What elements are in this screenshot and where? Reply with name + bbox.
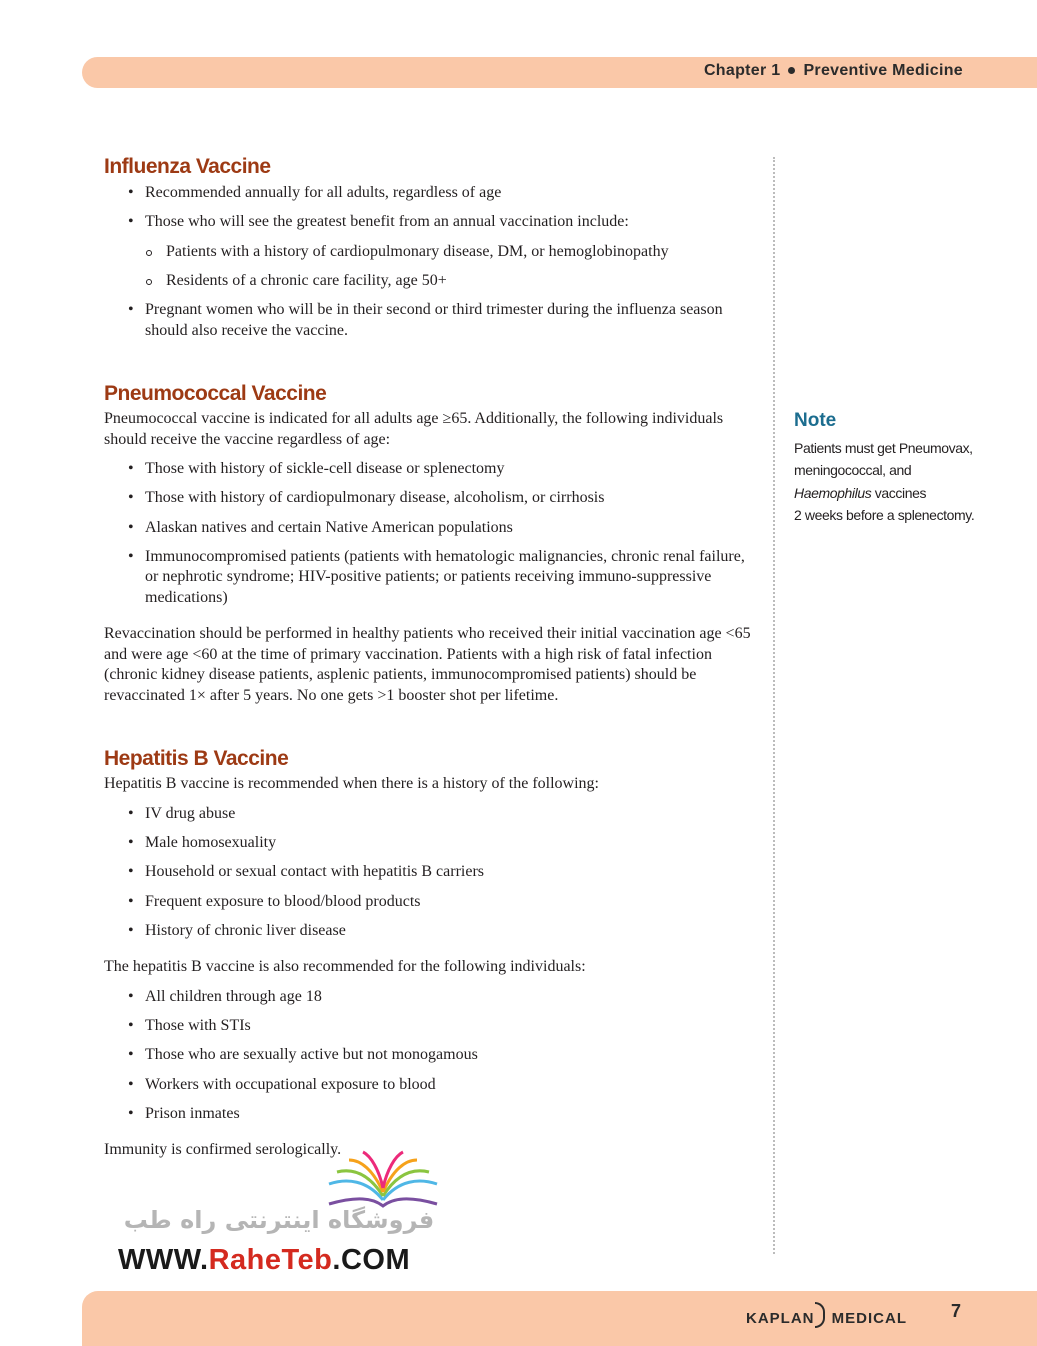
pneumococcal-section xyxy=(104,379,759,706)
list-item: • Immunocompromised patients (patients with hematologic malignancies, chronic renal failure, or nephrotic syndrome; HIV-positive patients; or patients receiving immuno-suppressive medications) xyxy=(104,547,759,609)
chapter-label: Chapter 1 xyxy=(703,62,781,79)
influenza-section xyxy=(104,152,759,341)
publisher-imprint: MEDICAL xyxy=(831,1310,907,1327)
list-item: • Male homosexuality xyxy=(104,833,759,854)
note-line-rest: vaccines xyxy=(871,484,927,501)
hepatitis-b-also-intro: The hepatitis B vaccine is also recommended for the following individuals: xyxy=(104,958,586,976)
pneumococcal-heading: Pneumococcal Vaccine xyxy=(104,382,327,406)
hepatitis-b-closing: Immunity is confirmed serologically. xyxy=(104,1141,342,1159)
list-item: • Frequent exposure to blood/blood products xyxy=(104,892,759,913)
kaplan-arc-icon xyxy=(815,1302,825,1328)
note-line: Patients must get Pneumovax, xyxy=(794,440,973,456)
list-item: • Alaskan natives and certain Native American populations xyxy=(104,518,759,539)
sub-list-item: Patients with a history of cardiopulmonary disease, DM, or hemoglobinopathy xyxy=(104,242,759,263)
list-item: • Prison inmates xyxy=(104,1104,759,1125)
list-item: • Pregnant women who will be in their second or third trimester during the influenza season should also receive the vaccine. xyxy=(104,300,759,341)
list-item: • IV drug abuse xyxy=(104,804,759,825)
publisher-name: KAPLAN xyxy=(746,1310,815,1327)
watermark-url xyxy=(118,1244,410,1277)
note-line: meningococcal, and xyxy=(794,462,912,479)
hepatitis-b-history-list xyxy=(104,804,759,942)
list-item: • Those who will see the greatest benefit from an annual vaccination include: xyxy=(104,212,759,233)
list-item: • Those with STIs xyxy=(104,1016,759,1037)
running-header xyxy=(704,62,963,80)
list-item: • Those with history of cardiopulmonary disease, alcoholism, or cirrhosis xyxy=(104,488,759,509)
section-spacer xyxy=(104,706,759,744)
list-item: • Recommended annually for all adults, regardless of age xyxy=(104,183,759,204)
hepatitis-b-heading: Hepatitis B Vaccine xyxy=(104,747,289,771)
list-item: • Those who are sexually active but not monogamous xyxy=(104,1045,759,1066)
pneumococcal-list xyxy=(104,459,759,608)
chapter-topic: Preventive Medicine xyxy=(803,62,963,79)
watermark-url-suffix: .COM xyxy=(332,1244,411,1276)
margin-note xyxy=(794,407,1014,526)
sub-list-item: Residents of a chronic care facility, age 50+ xyxy=(104,271,759,292)
hepatitis-b-individuals-list xyxy=(104,987,759,1125)
watermark-url-prefix: WWW. xyxy=(118,1244,209,1276)
hepatitis-b-intro: Hepatitis B vaccine is recommended when there is a history of the following: xyxy=(104,775,599,793)
note-line: 2 weeks before a splenectomy. xyxy=(794,506,975,523)
publisher-logo xyxy=(746,1302,907,1327)
list-item: • Household or sexual contact with hepatitis B carriers xyxy=(104,862,759,883)
pneumococcal-intro: Pneumococcal vaccine is indicated for all adults age ≥65. Additionally, the following individuals should receive the vaccine regardless of age: xyxy=(104,410,724,448)
main-content xyxy=(104,152,759,1161)
note-line xyxy=(794,482,1014,504)
page-number: 7 xyxy=(951,1301,962,1321)
margin-divider xyxy=(773,157,775,1254)
hepatitis-b-section xyxy=(104,744,759,1160)
list-item: • History of chronic liver disease xyxy=(104,921,759,942)
list-item: • All children through age 18 xyxy=(104,987,759,1008)
note-heading: Note xyxy=(794,410,837,431)
section-spacer xyxy=(104,341,759,379)
note-italic-term: Haemophilus xyxy=(794,484,872,501)
influenza-heading: Influenza Vaccine xyxy=(104,155,271,178)
influenza-list xyxy=(104,183,759,341)
watermark-url-brand: RaheTeb xyxy=(208,1244,333,1276)
list-item: • Those with history of sickle-cell disease or splenectomy xyxy=(104,459,759,480)
open-book-logo-icon xyxy=(327,1150,439,1208)
bullet-separator-icon xyxy=(788,67,795,74)
revaccination-paragraph: Revaccination should be performed in healthy patients who received their initial vaccination age <65 and were age <60 at the time of primary vaccination. Patients with a high risk of fatal infection (chronic kidney disease patients, asplenic patients, immunocompromised patients) should be revaccinated 1× after 5 years. No one gets >1 booster shot per lifetime. xyxy=(104,625,751,704)
watermark-persian-text: فروشگاه اینترنتی راه طب xyxy=(123,1206,435,1234)
note-body xyxy=(794,437,1014,526)
list-item: • Workers with occupational exposure to blood xyxy=(104,1075,759,1096)
